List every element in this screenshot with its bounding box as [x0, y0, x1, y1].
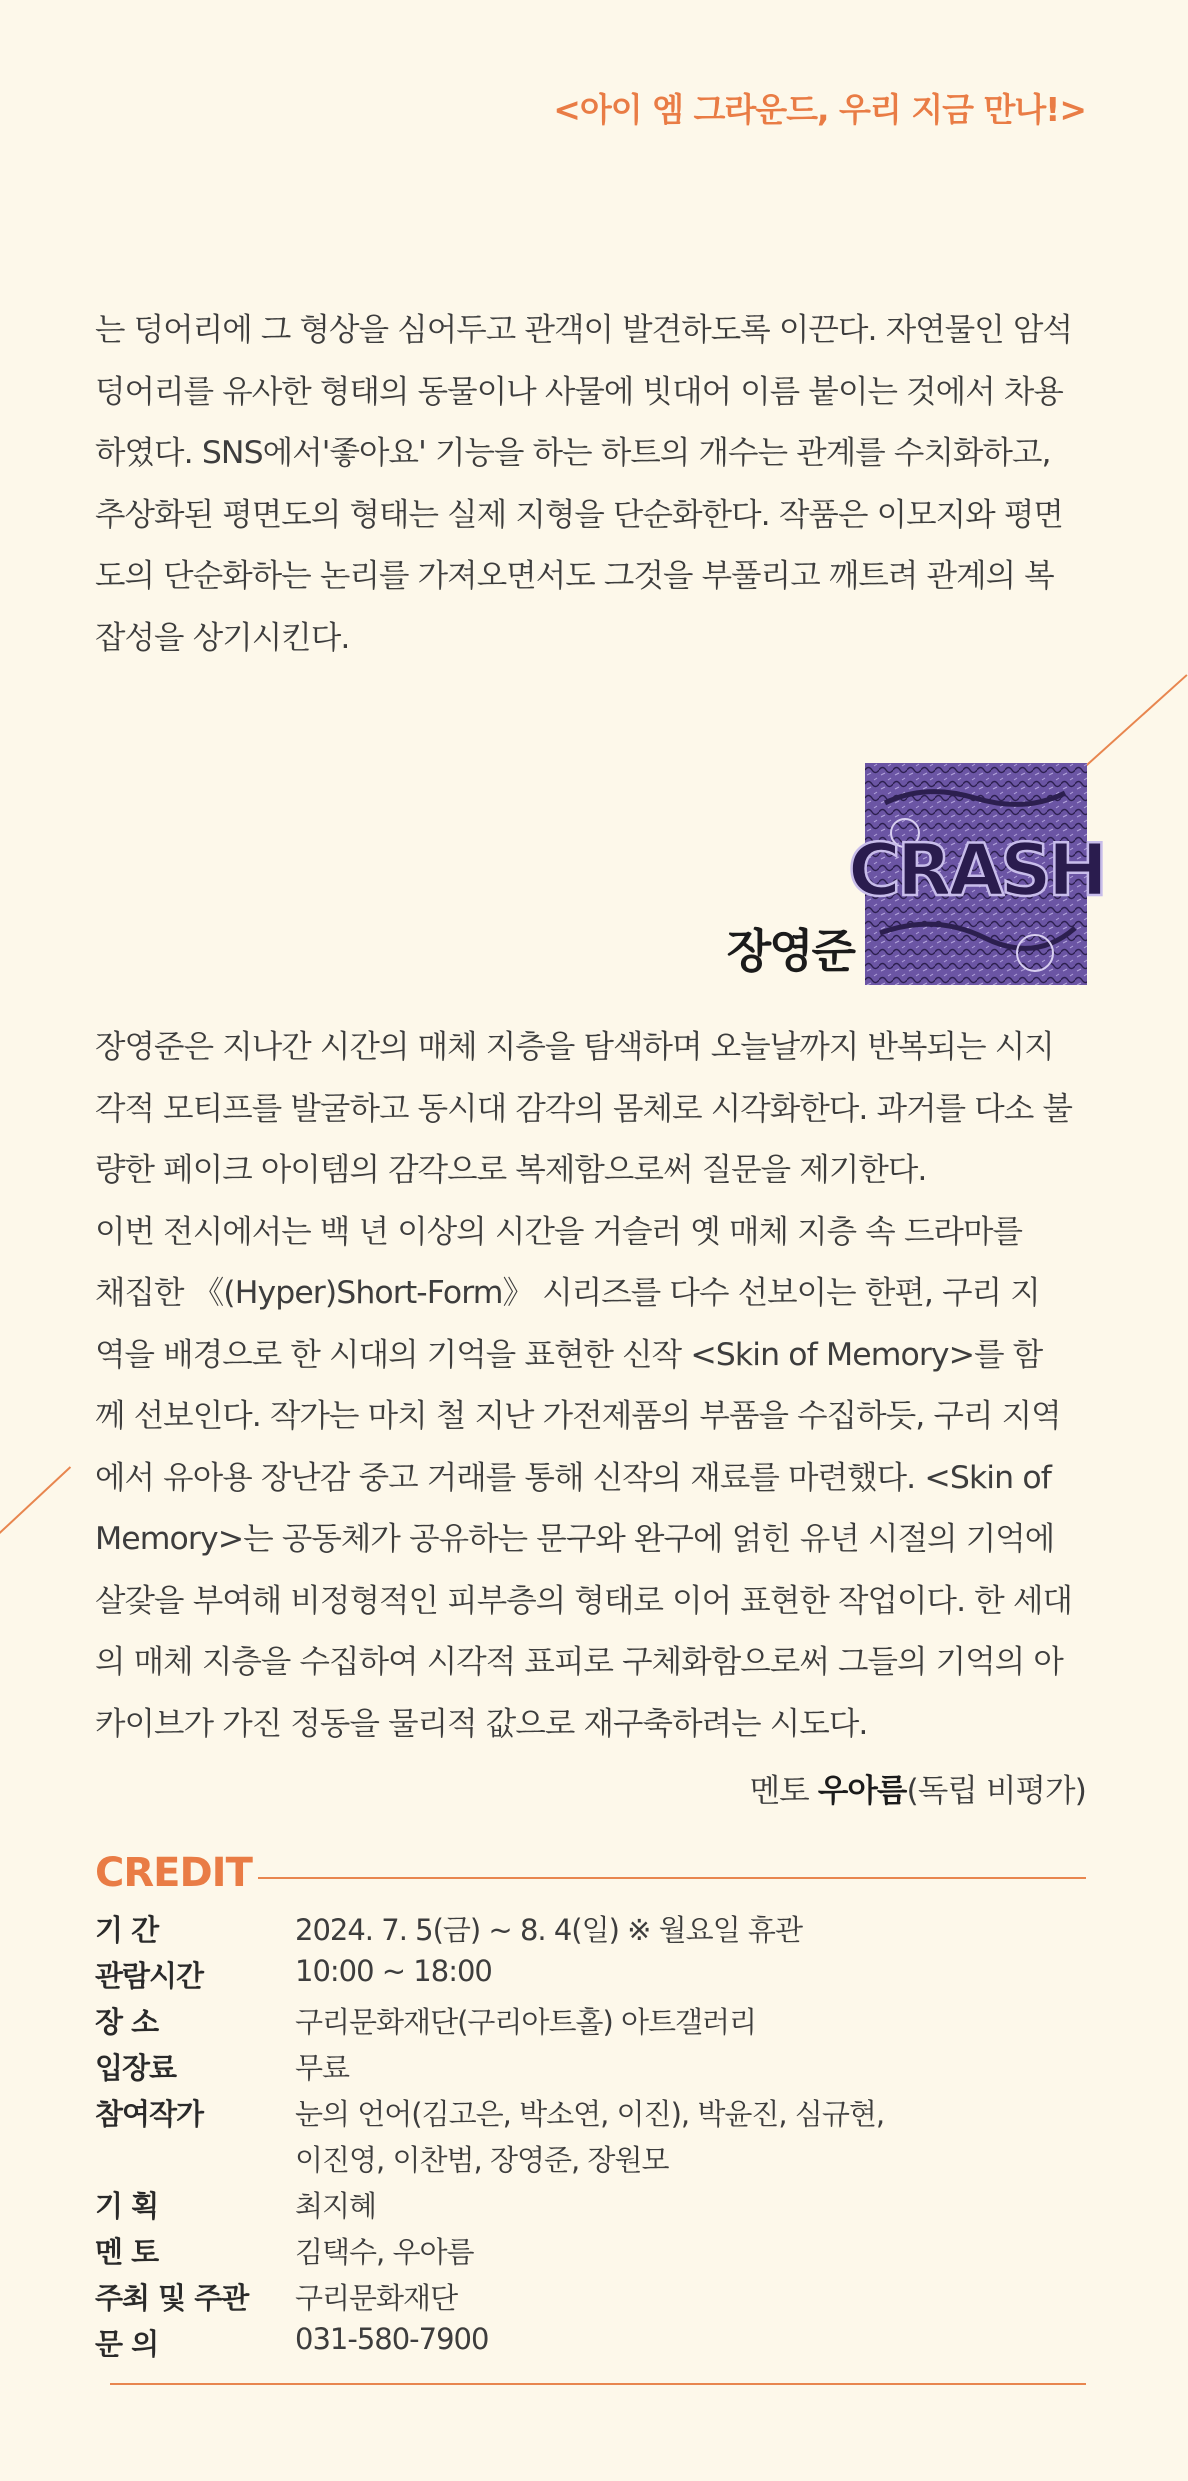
text-line: 덩어리를 유사한 형태의 동물이나 사물에 빗대어 이름 붙이는 것에서 차용 — [95, 373, 1063, 410]
text-line: 카이브가 가진 정동을 물리적 값으로 재구축하려는 시도다. — [95, 1705, 868, 1742]
credit-value: 최지혜 — [295, 2189, 377, 2223]
decorative-diagonal-line — [0, 1466, 71, 1542]
credit-value: 2024. 7. 5(금) ~ 8. 4(일) ※ 월요일 휴관 — [295, 1913, 802, 1947]
text-line: 역을 배경으로 한 시대의 기억을 표현한 신작 <Skin of Memory>를 함 — [95, 1336, 1043, 1373]
text-line: 도의 단순화하는 논리를 가져오면서도 그것을 부풀리고 깨트려 관계의 복 — [95, 558, 1054, 594]
text-line: 는 덩어리에 그 형상을 심어두고 관객이 발견하도록 이끈다. 자연물인 암석 — [95, 312, 1073, 348]
artwork-thumbnail — [847, 763, 1105, 985]
mentor-name: 우아름 — [817, 1773, 907, 1809]
mentor-credit — [750, 1766, 1086, 1811]
credit-value: 눈의 언어(김고은, 박소연, 이진), 박윤진, 심규현, — [295, 2097, 885, 2131]
credit-label: 문 의 — [95, 2327, 159, 2361]
bottom-divider — [110, 2383, 1086, 2385]
credit-value: 구리문화재단 — [295, 2281, 458, 2315]
credit-label: 관람시간 — [95, 1959, 204, 1993]
text-line: 장영준은 지나간 시간의 매체 지층을 탐색하며 오늘날까지 반복되는 시지 — [95, 1029, 1054, 1065]
artwork-lettering: CRASH — [847, 828, 1105, 912]
text-line: 께 선보인다. 작가는 마치 철 지난 가전제품의 부품을 수집하듯, 구리 지역 — [95, 1398, 1061, 1434]
text-line: 잡성을 상기시킨다. — [95, 619, 350, 656]
artist-description — [95, 1017, 1085, 1755]
credit-label: 기 간 — [95, 1913, 159, 1947]
text-line: Memory>는 공동체가 공유하는 문구와 완구에 얽힌 유년 시절의 기억에 — [95, 1521, 1055, 1557]
text-line: 에서 유아용 장난감 중고 거래를 통해 신작의 재료를 마련했다. <Skin of — [95, 1459, 1051, 1496]
text-line: 하였다. SNS에서'좋아요' 기능을 하는 하트의 개수는 관계를 수치화하고, — [95, 435, 1051, 471]
credit-divider — [258, 1877, 1086, 1879]
credit-label: 입장료 — [95, 2051, 177, 2085]
text-line: 살갗을 부여해 비정형적인 피부층의 형태로 이어 표현한 작업이다. 한 세대 — [95, 1582, 1073, 1619]
credit-label: 기 획 — [95, 2189, 159, 2223]
credit-value: 031-580-7900 — [295, 2322, 489, 2356]
text-line: 추상화된 평면도의 형태는 실제 지형을 단순화한다. 작품은 이모지와 평면 — [95, 496, 1063, 533]
credit-value: 무료 — [295, 2051, 350, 2085]
credit-label: 참여작가 — [95, 2097, 204, 2131]
credit-value: 김택수, 우아름 — [295, 2235, 474, 2269]
text-line: 이번 전시에서는 백 년 이상의 시간을 거슬러 옛 매체 지층 속 드라마를 — [95, 1213, 1023, 1250]
credit-value: 10:00 ~ 18:00 — [295, 1954, 492, 1988]
text-line: 각적 모티프를 발굴하고 동시대 감각의 몸체로 시각화한다. 과거를 다소 불 — [95, 1090, 1073, 1127]
crash-artwork-image — [847, 763, 1105, 985]
credit-label: 장 소 — [95, 2005, 159, 2039]
text-line: 량한 페이크 아이템의 감각으로 복제함으로써 질문을 제기한다. — [95, 1152, 927, 1188]
credit-label: 멘 토 — [95, 2235, 159, 2269]
exhibition-title: <아이 엠 그라운드, 우리 지금 만나!> — [553, 90, 1086, 129]
credit-value: 구리문화재단(구리아트홀) 아트갤러리 — [295, 2005, 757, 2039]
mentor-role: (독립 비평가) — [906, 1773, 1086, 1809]
credit-value: 이진영, 이찬범, 장영준, 장원모 — [295, 2143, 669, 2177]
artist-name: 장영준 — [726, 924, 854, 978]
credit-label: 주최 및 주관 — [95, 2281, 249, 2315]
artist-description-prev — [95, 300, 1085, 669]
text-line: 채집한 《(Hyper)Short-Form》 시리즈를 다수 선보이는 한편, 구리 지 — [95, 1275, 1040, 1311]
mentor-prefix: 멘토 — [749, 1773, 818, 1809]
text-line: 의 매체 지층을 수집하여 시각적 표피로 구체화함으로써 그들의 기억의 아 — [95, 1644, 1063, 1680]
credit-heading: CREDIT — [95, 1850, 252, 1896]
